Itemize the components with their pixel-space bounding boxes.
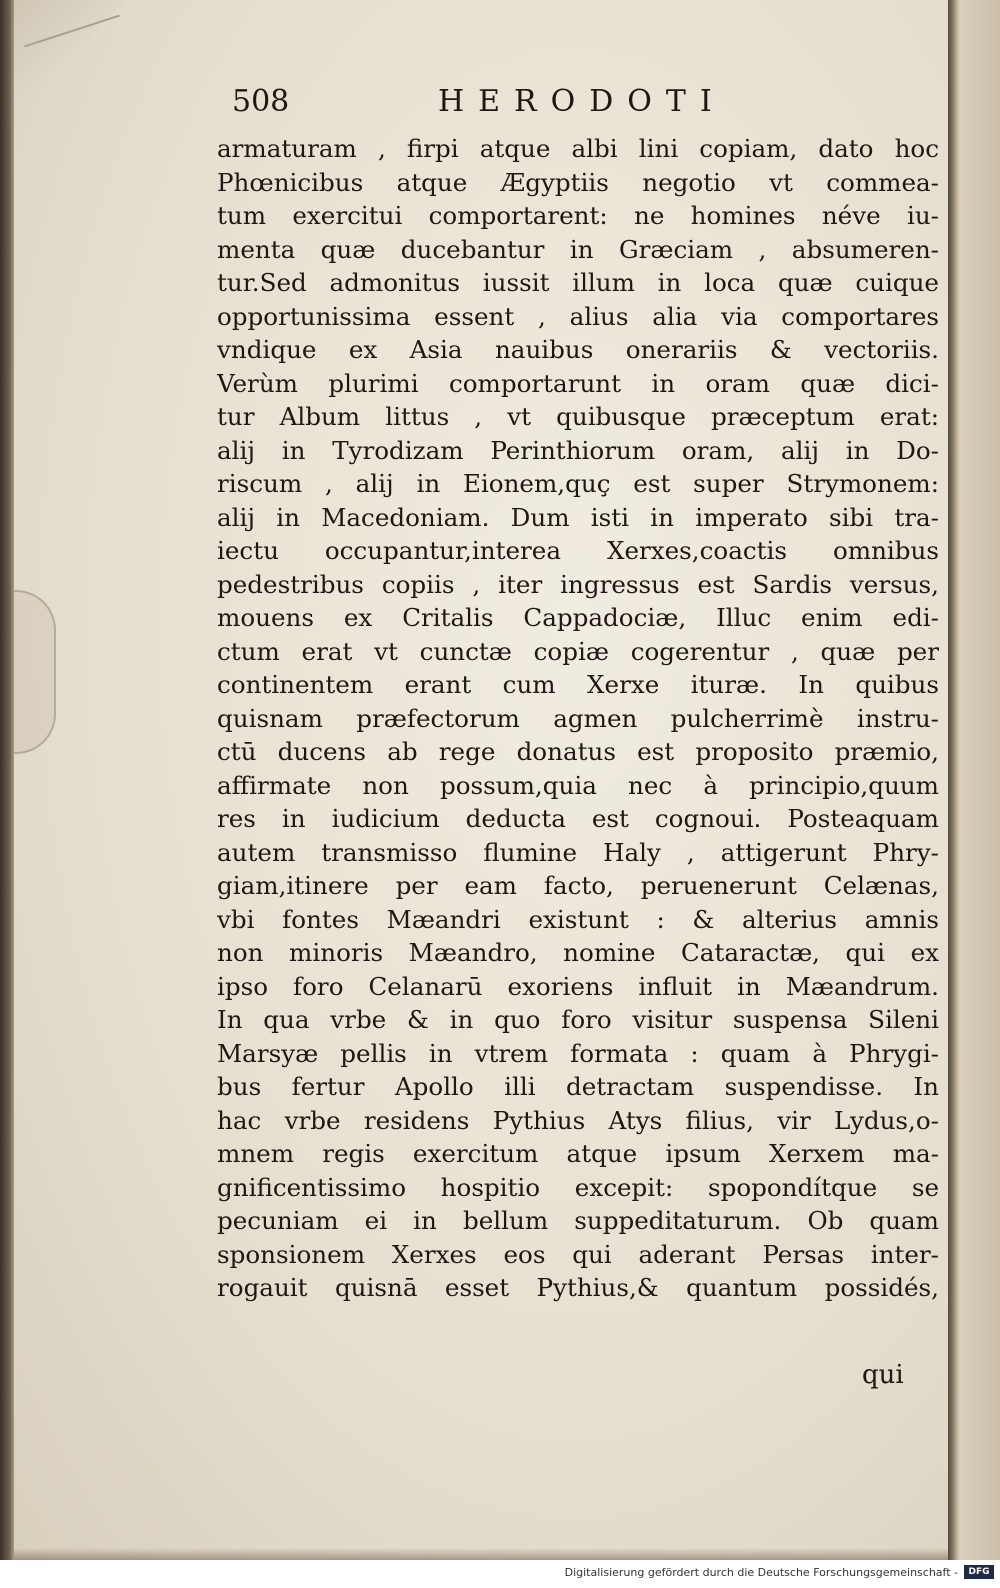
- text-line: mouens ex Critalis Cappadociæ, Illuc enim edi-: [217, 603, 939, 632]
- text-line: armaturam , firpi atque albi lini copiam, dato hoc: [217, 134, 939, 163]
- next-page-edge: [948, 0, 1000, 1560]
- catchword: qui: [862, 1360, 904, 1390]
- text-line: quisnam præfectorum agmen pulcherrimè instru-: [217, 703, 939, 733]
- text-line: tur Album littus , vt quibusque præceptum erat:: [217, 402, 939, 431]
- text-line: non minoris Mæandro, nomine Cataractæ, qui ex: [217, 938, 939, 967]
- page-number: 508: [232, 84, 290, 119]
- text-line: Marsyæ pellis in vtrem formata : quam à Phrygi-: [217, 1038, 939, 1068]
- text-line: menta quæ ducebantur in Græciam , absumeren-: [217, 234, 939, 264]
- body-text: [217, 132, 939, 1305]
- text-line: bus fertur Apollo illi detractam suspendisse. In: [217, 1072, 939, 1101]
- text-line: gnificentissimo hospitio excepit: spopondítque se: [217, 1172, 939, 1202]
- digitization-credit: Digitalisierung gefördert durch die Deutsche Forschungsgemeinschaft -: [564, 1566, 958, 1579]
- text-line: rogauit quisnā esset Pythius,& quantum possidés,: [217, 1273, 939, 1302]
- gutter-shadow: [948, 0, 958, 1560]
- text-line: ipso foro Celanarū exoriens influit in Mæandrum.: [217, 971, 939, 1001]
- text-line: sponsionem Xerxes eos qui aderant Persas inter-: [217, 1239, 939, 1269]
- footer-bar: [0, 1560, 1000, 1588]
- page-header: [232, 84, 792, 124]
- text-line: opportunissima essent , alius alia via comportares: [217, 301, 939, 331]
- text-line: alij in Macedoniam. Dum isti in imperato sibi tra-: [217, 502, 939, 532]
- text-line: In qua vrbe & in quo foro visitur suspensa Sileni: [217, 1005, 939, 1034]
- text-line: pedestribus copiis , iter ingressus est Sardis versus,: [217, 569, 939, 599]
- text-line: affirmate non possum,quia nec à principio,quum: [217, 770, 939, 800]
- text-line: pecuniam ei in bellum suppeditaturum. Ob quam: [217, 1206, 939, 1235]
- text-line: ctū ducens ab rege donatus est proposito præmio,: [217, 737, 939, 766]
- clasp-impression: [14, 590, 56, 754]
- text-line: Phœnicibus atque Ægyptiis negotio vt commea-: [217, 167, 939, 197]
- page-bottom-shadow: [14, 1548, 948, 1560]
- text-line: mnem regis exercitum atque ipsum Xerxem ma-: [217, 1139, 939, 1168]
- folded-corner: [14, 0, 124, 110]
- text-line: res in iudicium deducta est cognoui. Posteaquam: [217, 804, 939, 833]
- text-line: continentem erant cum Xerxe ituræ. In quibus: [217, 670, 939, 699]
- text-line: ctum erat vt cunctæ copiæ cogerentur , quæ per: [217, 636, 939, 666]
- text-line: Verùm plurimi comportarunt in oram quæ dici-: [217, 368, 939, 398]
- text-line: iectu occupantur,interea Xerxes,coactis omnibus: [217, 536, 939, 565]
- text-line: vndique ex Asia nauibus onerariis & vectoriis.: [217, 335, 939, 364]
- text-line: tur.Sed admonitus iussit illum in loca quæ cuique: [217, 268, 939, 297]
- text-line: giam,itinere per eam facto, peruenerunt Celænas,: [217, 871, 939, 900]
- text-line: riscum , alij in Eionem,quç est super Strymonem:: [217, 469, 939, 498]
- text-line: hac vrbe residens Pythius Atys filius, vir Lydus,o-: [217, 1105, 939, 1135]
- dfg-logo: DFG: [964, 1565, 994, 1579]
- text-line: alij in Tyrodizam Perinthiorum oram, alij in Do-: [217, 435, 939, 465]
- binding-edge: [0, 0, 14, 1560]
- text-line: autem transmisso flumine Haly , attigerunt Phry-: [217, 837, 939, 867]
- text-line: vbi fontes Mæandri existunt : & alterius amnis: [217, 904, 939, 934]
- text-line: tum exercitui comportarent: ne homines néve iu-: [217, 201, 939, 230]
- running-head: HERODOTI: [438, 84, 726, 119]
